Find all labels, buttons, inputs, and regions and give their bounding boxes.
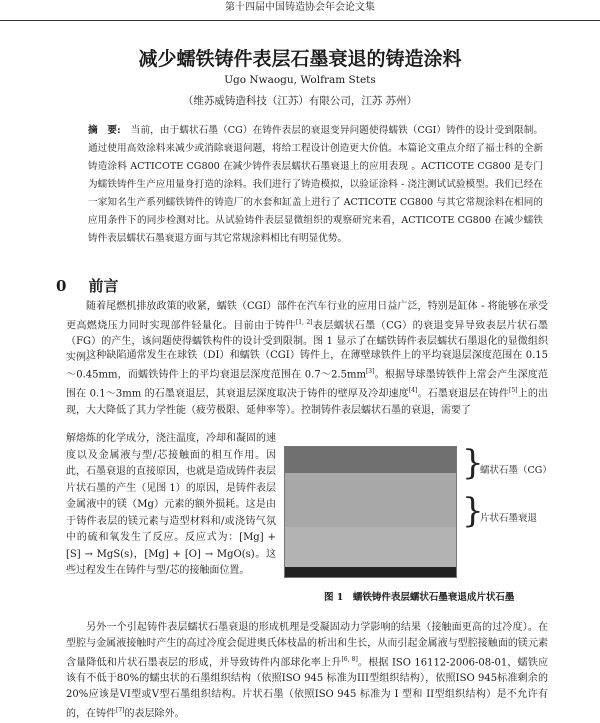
para3-text-a: 另外一个引起铸件表层蠕状石墨衰退的形成机理是受凝固动力学影响的结果（接触面更高的过冷度）。在型腔与金属液接触时产生的高过冷度会促进奥氏体枝晶的析出和生长，从而引起金属液与型腔接触面的镁元素含量降低和片状石墨表层的形成，并导致铸件内部球化率上升 (66, 622, 548, 669)
figure-label-fg: 片状石墨衰退 (480, 513, 538, 524)
citation: [5] (509, 387, 518, 395)
abstract (88, 122, 543, 248)
brace-icon: } (462, 491, 484, 531)
para1-text-b: 表层蠕状石墨（CG）的衰退变异导致表层片状石墨（FG）的产生，该问题使得蠕铁构件的设计受到限制。图 1 显示了在蠕铁铸件表层蠕状石墨退化的显微组织实例。 (66, 320, 549, 364)
figure-caption: 图 1 蠕铁铸件表层蠕状石墨衰退成片状石墨 (324, 592, 515, 603)
micrograph-outer-layer (285, 447, 456, 473)
section-number: 0 (56, 277, 67, 295)
paragraph-3 (66, 620, 548, 723)
citation: [6, 8] (341, 656, 358, 663)
para2-text-b: 。根据导球墨铸铁件上常会产生深度范围在 0.1～3mm 的石墨衰退层，其衰退层深度取决于铸件的壁厚及冷却速度 (66, 369, 549, 400)
micrograph-scale-bar (285, 567, 456, 577)
affiliation: （维苏威铸造科技（江苏）有限公司，江苏 苏州） (182, 95, 418, 107)
abstract-text: 当前，由于蠕状石墨（CG）在铸件表层的衰退变异问题使得蠕铁（CGI）铸件的设计受到限制。通过使用高效涂料来减少或消除衰退问题，将给工程设计创造更大价值。本篇论文重点介绍了福士科的全新铸造涂料 ACTICOTE CG800 在减少铸件表层蠕状石墨衰退上的应用表现 。ACTICOTE CG800 是专门为蠕铁铸件生产应用量身打造的涂料。我们进行了铸造模拟，以验证涂料 - 浇注测试试验模型。我们已经在一家知名生产系列蠕铁铸件的铸造厂的水套和缸盖上进行了 ACTICOTE CG800 与其它常规涂料在相同的应用条件下的同步检测对比。从试验铸件表层显微组织的观察研究来看，ACTICOTE CG800 在减少蠕铁铸件表层蠕状石墨衰退方面与其它常规涂料相比有明显优势。 (88, 125, 543, 244)
para3-text-c: 的表层除外。 (124, 708, 185, 720)
citation: [1, 2] (295, 319, 313, 326)
para2-text-c: 。石墨衰退层在铸件 (417, 388, 510, 400)
para2-text-d: 上的出现，大大降低了其力学性能（疲劳极限、延伸率等）。控制铸件表层蠕状石墨的衰退，需要了 (66, 388, 549, 416)
abstract-label: 摘 要: (88, 125, 121, 136)
section-title: 前言 (88, 277, 119, 295)
column-text: 解熔炼的化学成分，浇注温度，冷却和凝固的速度以及金属液与型/芯接触面的相互作用。因此，石墨衰退的直接原因，也就是造成铸件表层片状石墨的产生（见图 1）的原因，是铸件表层金属液中的镁（Mg）元素的额外损耗。这是由于铸件表层的镁元素与造型材料和/或浇铸气氛中的硫和氧发生了反应。反应式为：[Mg] + [S] → MgS(s)，[Mg] + [O] → MgO(s)。这些过程发生在铸件与型/芯的接触面位置。 (66, 433, 276, 576)
para2-text-a: 这种缺陷通常发生在球铁（DI）和蠕铁（CGI）铸件上，在薄壁球铁件上的平均衰退层深度范围在 0.15～0.45mm，而蠕铁铸件上的平均衰退层深度范围在 0.7～2.5mm (66, 350, 548, 381)
citation: [3] (365, 368, 375, 375)
citation: [7] (116, 707, 125, 715)
micrograph-flake-layer (285, 473, 456, 527)
citation: [4] (408, 387, 418, 395)
para1-text-a: 随着尾燃机排放政策的收紧，蠕铁（CGI）部件在汽车行业的应用日益广泛，特别是缸体 - 将能够在承受更高燃烧压力同时实现部件轻量化。目前由于铸件 (66, 301, 548, 332)
paragraph-2 (66, 348, 548, 419)
authors: Ugo Nwaogu, Wolfram Stets (224, 74, 376, 86)
micrograph-figure (284, 446, 457, 578)
section-heading (56, 275, 118, 296)
brace-icon: } (462, 443, 484, 483)
figure-label-cg: 蠕状石墨（CG） (480, 465, 552, 476)
running-header: 第十四届中国铸造协会年会论文集 (0, 0, 600, 21)
para3-text-b: 。根据 ISO 16112-2006-08-01，蠕铁应该有不低于80%的蠕虫状的石墨组织结构（依照ISO 945 标准为III型组织结构），依照ISO 945标准剩余的20%应该是VI型或V型石墨组织结构。片状石墨（依照ISO 945 标准为 I 型和 II型组织结构）是不允许有的，在铸件 (66, 657, 549, 720)
paper-title: 减少蠕铁铸件表层石墨衰退的铸造涂料 (138, 48, 462, 70)
